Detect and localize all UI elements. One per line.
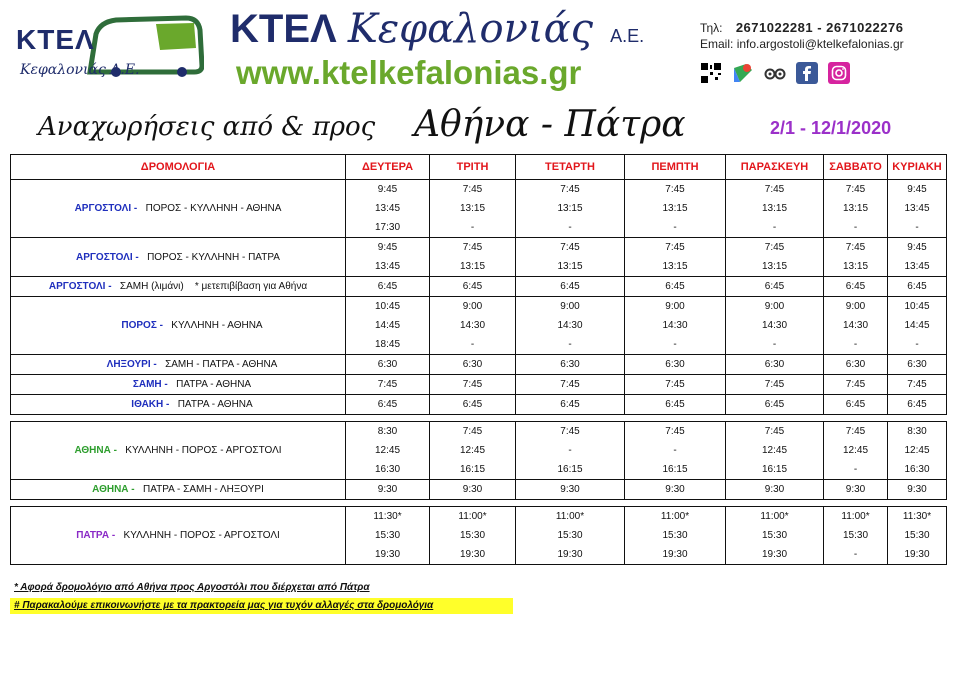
- departure-time: 13:15: [842, 261, 869, 272]
- time-cell: [625, 395, 726, 415]
- time-cell: [888, 480, 947, 500]
- departure-time: 15:30: [761, 530, 788, 541]
- day-header: ΠΕΜΠΤΗ: [625, 155, 726, 180]
- time-cell: [516, 507, 625, 565]
- route-origin: ΠΑΤΡΑ -: [76, 530, 116, 541]
- departure-time: 7:45: [907, 379, 927, 390]
- departure-time: 10:45: [374, 301, 401, 312]
- time-cell: [726, 395, 824, 415]
- route-origin: ΑΡΓΟΣΤΟΛΙ -: [48, 281, 112, 292]
- departure-time: 6:30: [377, 359, 398, 370]
- phone-label: Τηλ:: [700, 21, 723, 35]
- route-cell: [11, 355, 346, 375]
- logo-kefalonias-text: Κεφαλονιάς Α.Ε.: [20, 62, 140, 78]
- departure-time: 6:45: [560, 399, 580, 410]
- departure-time: 13:45: [374, 203, 401, 214]
- departure-time: -: [568, 445, 572, 456]
- time-cell: [726, 480, 824, 500]
- time-cell: [430, 480, 516, 500]
- departure-time: 6:45: [907, 399, 927, 410]
- time-cell: [726, 238, 824, 277]
- company-logo: [6, 6, 206, 92]
- departure-time: 15:30: [662, 530, 688, 541]
- departure-time: -: [470, 222, 475, 233]
- separator-cell: [11, 500, 947, 507]
- route-cell: [11, 375, 346, 395]
- route-stops: ΠΟΡΟΣ - ΚΥΛΛΗΝΗ - ΠΑΤΡΑ: [147, 251, 280, 263]
- time-cell: [824, 507, 888, 565]
- time-cell: [430, 297, 516, 355]
- departure-time: 14:45: [904, 320, 930, 331]
- time-cell: [346, 480, 430, 500]
- departure-time: 13:45: [904, 203, 930, 214]
- table-row: [11, 180, 947, 238]
- time-cell: [625, 507, 726, 565]
- date-range: 2/1 - 12/1/2020: [770, 118, 892, 138]
- departure-time: 11:00*: [458, 511, 487, 522]
- departure-time: 15:30: [374, 530, 401, 541]
- departure-time: -: [673, 445, 677, 456]
- departure-time: -: [568, 339, 572, 350]
- departure-time: 6:45: [560, 281, 580, 292]
- departure-time: 19:30: [904, 549, 930, 560]
- departure-time: 7:45: [665, 184, 685, 195]
- route-stops: ΚΥΛΛΗΝΗ - ΑΘΗΝΑ: [171, 320, 263, 331]
- departure-time: 6:45: [665, 399, 685, 410]
- table-row: [11, 375, 947, 395]
- route-stops: ΚΥΛΛΗΝΗ - ΠΟΡΟΣ - ΑΡΓΟΣΤΟΛΙ: [125, 445, 282, 456]
- route-stops: ΣΑΜΗ - ΠΑΤΡΑ - ΑΘΗΝΑ: [165, 359, 278, 370]
- route-stops: ΠΑΤΡΑ - ΑΘΗΝΑ: [176, 379, 252, 390]
- table-row: [11, 422, 947, 480]
- departure-time: 17:30: [374, 222, 401, 233]
- departure-time: 7:45: [462, 184, 483, 195]
- phone-line: [700, 20, 904, 36]
- route-cell: [11, 480, 346, 500]
- departure-time: 11:00*: [760, 511, 789, 522]
- departure-time: 6:45: [462, 281, 483, 292]
- departure-time: 12:45: [459, 445, 486, 456]
- time-cell: [726, 355, 824, 375]
- departure-time: 7:45: [560, 242, 580, 253]
- time-cell: [430, 375, 516, 395]
- time-cell: [888, 507, 947, 565]
- route-origin: ΑΘΗΝΑ -: [92, 484, 135, 495]
- route-cell: [11, 238, 346, 277]
- departure-time: 14:30: [459, 320, 486, 331]
- table-row: [11, 507, 947, 565]
- departure-time: 14:30: [761, 320, 788, 331]
- departure-time: 11:30*: [373, 511, 402, 522]
- time-cell: [430, 277, 516, 297]
- departure-time: 16:15: [761, 464, 788, 475]
- departure-time: -: [853, 222, 858, 233]
- time-cell: [888, 297, 947, 355]
- departure-time: 9:00: [560, 301, 580, 312]
- departure-time: -: [853, 464, 858, 475]
- day-header: ΠΑΡΑΣΚΕΥΗ: [726, 155, 824, 180]
- route-origin: ΑΡΓΟΣΤΟΛΙ -: [74, 203, 138, 214]
- company-title: [230, 6, 644, 52]
- departure-time: 6:30: [560, 359, 580, 370]
- time-cell: [824, 480, 888, 500]
- time-cell: [346, 180, 430, 238]
- time-cell: [516, 180, 625, 238]
- time-cell: [430, 238, 516, 277]
- departure-time: 12:45: [904, 445, 930, 456]
- departure-time: 9:30: [560, 484, 580, 495]
- route-stops: ΠΑΤΡΑ - ΑΘΗΝΑ: [177, 399, 253, 410]
- departure-time: 16:30: [904, 464, 930, 475]
- title-kefalonias: Κεφαλονιάς: [347, 6, 594, 52]
- departure-time: 13:45: [904, 261, 930, 272]
- route-origin: ΛΗΞΟΥΡΙ -: [106, 359, 157, 370]
- departure-time: -: [568, 222, 572, 233]
- departure-time: 16:30: [374, 464, 401, 475]
- time-cell: [346, 395, 430, 415]
- time-cell: [516, 422, 625, 480]
- departure-time: 9:45: [907, 184, 927, 195]
- departure-time: 9:00: [845, 301, 866, 312]
- departure-time: 7:45: [462, 379, 483, 390]
- facebook-icon[interactable]: [796, 62, 818, 84]
- route-cell: [11, 277, 346, 297]
- time-cell: [346, 375, 430, 395]
- departure-time: 12:45: [842, 445, 869, 456]
- time-cell: [346, 297, 430, 355]
- departure-time: 8:30: [907, 426, 927, 437]
- route-origin: ΙΘΑΚΗ -: [131, 399, 170, 410]
- departure-time: 6:45: [377, 399, 398, 410]
- time-cell: [516, 297, 625, 355]
- time-cell: [625, 422, 726, 480]
- email-line: [700, 36, 904, 52]
- departure-time: 15:30: [459, 530, 486, 541]
- departure-time: -: [772, 339, 777, 350]
- departure-time: 9:00: [462, 301, 483, 312]
- time-cell: [888, 277, 947, 297]
- departure-time: 10:45: [904, 301, 930, 312]
- time-cell: [888, 375, 947, 395]
- row-separator: [11, 415, 947, 422]
- time-cell: [726, 375, 824, 395]
- time-cell: [824, 395, 888, 415]
- time-cell: [726, 507, 824, 565]
- departure-time: 6:45: [845, 281, 866, 292]
- email-address[interactable]: info.argostoli@ktelkefalonias.gr: [736, 37, 904, 51]
- departure-time: 13:15: [842, 203, 869, 214]
- day-header: ΣΑΒΒΑΤΟ: [824, 155, 888, 180]
- time-cell: [430, 395, 516, 415]
- time-cell: [625, 297, 726, 355]
- departure-time: 7:45: [560, 426, 580, 437]
- departure-time: 14:30: [662, 320, 688, 331]
- phone-number: 2671022281 - 2671022276: [735, 20, 904, 35]
- contact-info: [700, 20, 904, 52]
- departure-time: 19:30: [761, 549, 788, 560]
- time-cell: [625, 238, 726, 277]
- departure-time: -: [673, 339, 677, 350]
- route-cell: [11, 422, 346, 480]
- departure-time: 19:30: [374, 549, 401, 560]
- departure-time: 13:15: [459, 203, 486, 214]
- time-cell: [430, 355, 516, 375]
- time-cell: [888, 355, 947, 375]
- departure-time: -: [915, 222, 919, 233]
- departure-time: 13:15: [761, 261, 788, 272]
- destination-heading: Αθήνα - Πάτρα: [414, 104, 686, 145]
- departure-time: 15:30: [557, 530, 583, 541]
- departure-time: 9:30: [377, 484, 398, 495]
- departure-time: 13:15: [761, 203, 788, 214]
- departure-time: 7:45: [462, 426, 483, 437]
- departure-time: 9:45: [377, 242, 398, 253]
- time-cell: [430, 507, 516, 565]
- time-cell: [625, 355, 726, 375]
- departure-time: 6:45: [377, 281, 398, 292]
- departure-time: 13:15: [557, 203, 583, 214]
- time-cell: [516, 375, 625, 395]
- email-label: Email:: [700, 37, 734, 51]
- time-cell: [888, 238, 947, 277]
- departure-time: 6:45: [764, 281, 785, 292]
- departure-time: 14:30: [842, 320, 869, 331]
- time-cell: [346, 422, 430, 480]
- day-header: ΚΥΡΙΑΚΗ: [888, 155, 947, 180]
- time-cell: [824, 375, 888, 395]
- departure-time: 14:45: [374, 320, 401, 331]
- table-row: [11, 277, 947, 297]
- departure-time: 13:45: [374, 261, 401, 272]
- time-cell: [625, 375, 726, 395]
- table-row: [11, 355, 947, 375]
- table-row: [11, 238, 947, 277]
- day-header: ΔΕΥΤΕΡΑ: [346, 155, 430, 180]
- departure-time: 9:30: [907, 484, 927, 495]
- route-note: * μετεπιβίβαση για Αθήνα: [194, 281, 308, 292]
- departure-time: 7:45: [665, 242, 685, 253]
- time-cell: [726, 277, 824, 297]
- departure-time: 7:45: [845, 379, 866, 390]
- departure-time: 6:45: [764, 399, 785, 410]
- route-stops: ΣΑΜΗ (λιμάνι): [119, 281, 184, 292]
- social-icons: [700, 62, 850, 84]
- departure-time: 7:45: [764, 184, 785, 195]
- departure-time: 19:30: [557, 549, 583, 560]
- departure-time: 6:45: [665, 281, 685, 292]
- route-stops: ΠΟΡΟΣ - ΚΥΛΛΗΝΗ - ΑΘΗΝΑ: [145, 203, 282, 214]
- route-origin: ΑΡΓΟΣΤΟΛΙ -: [76, 251, 139, 263]
- departure-time: 15:30: [904, 530, 930, 541]
- departure-time: 7:45: [665, 426, 685, 437]
- departure-time: -: [853, 549, 858, 560]
- time-cell: [824, 238, 888, 277]
- schedule-header-row: [11, 155, 947, 180]
- departure-time: -: [470, 339, 475, 350]
- time-cell: [516, 395, 625, 415]
- table-row: [11, 480, 947, 500]
- departure-time: 9:30: [665, 484, 685, 495]
- departure-time: 6:30: [665, 359, 685, 370]
- departure-time: 11:30*: [902, 511, 932, 522]
- departure-time: 15:30: [842, 530, 869, 541]
- footnote-hash: # Παρακαλούμε επικοινωνήστε με τα πρακτορεία μας για τυχόν αλλαγές στα δρομολόγια: [10, 598, 513, 614]
- departure-time: 9:45: [377, 184, 398, 195]
- time-cell: [726, 422, 824, 480]
- departure-time: 7:45: [764, 242, 785, 253]
- route-cell: [11, 507, 346, 565]
- time-cell: [625, 480, 726, 500]
- time-cell: [888, 395, 947, 415]
- table-row: [11, 297, 947, 355]
- routes-column-header: ΔΡΟΜΟΛΟΓΙΑ: [11, 155, 346, 180]
- departure-time: 16:15: [459, 464, 486, 475]
- footnote-star: * Αφορά δρομολόγιο από Αθήνα προς Αργοστόλι που διέρχεται από Πάτρα: [14, 582, 370, 593]
- departure-time: 12:45: [761, 445, 788, 456]
- time-cell: [726, 297, 824, 355]
- google-maps-icon[interactable]: [732, 62, 754, 84]
- departure-time: 7:45: [560, 379, 580, 390]
- departure-time: 12:45: [374, 445, 401, 456]
- time-cell: [824, 297, 888, 355]
- time-cell: [824, 180, 888, 238]
- schedule-table: [10, 154, 947, 565]
- departure-time: 7:45: [764, 379, 785, 390]
- time-cell: [824, 355, 888, 375]
- time-cell: [625, 277, 726, 297]
- departure-time: 7:45: [845, 242, 866, 253]
- departure-time: 7:45: [560, 184, 580, 195]
- departure-time: -: [853, 339, 858, 350]
- departure-time: 9:00: [764, 301, 785, 312]
- departure-time: 7:45: [377, 379, 398, 390]
- departure-time: 6:30: [764, 359, 785, 370]
- time-cell: [888, 180, 947, 238]
- schedule-body: [11, 180, 947, 565]
- departure-time: 7:45: [764, 426, 785, 437]
- departure-time: 13:15: [557, 261, 583, 272]
- time-cell: [346, 277, 430, 297]
- time-cell: [346, 238, 430, 277]
- departure-time: 6:45: [462, 399, 483, 410]
- departure-time: 16:15: [662, 464, 688, 475]
- title-ktel: ΚΤΕΛ: [230, 7, 337, 51]
- qr-code-icon[interactable]: [700, 62, 722, 84]
- departure-time: 19:30: [662, 549, 688, 560]
- departure-time: 9:30: [764, 484, 785, 495]
- departure-time: 13:15: [459, 261, 486, 272]
- departure-time: 6:30: [462, 359, 483, 370]
- day-header: ΤΕΤΑΡΤΗ: [516, 155, 625, 180]
- departure-time: 7:45: [665, 379, 685, 390]
- departure-time: 9:00: [665, 301, 685, 312]
- time-cell: [346, 507, 430, 565]
- route-cell: [11, 180, 346, 238]
- title-ae: Α.Ε.: [610, 26, 645, 46]
- departure-time: 13:15: [662, 203, 688, 214]
- departure-time: 16:15: [557, 464, 583, 475]
- departures-heading: Αναχωρήσεις από & προς: [38, 112, 376, 142]
- instagram-icon[interactable]: [828, 62, 850, 84]
- time-cell: [516, 238, 625, 277]
- logo-ktel-text: ΚΤΕΛ: [16, 24, 95, 55]
- time-cell: [824, 422, 888, 480]
- departure-time: 13:15: [662, 261, 688, 272]
- time-cell: [516, 480, 625, 500]
- route-origin: ΠΟΡΟΣ -: [121, 320, 163, 331]
- departure-time: 7:45: [845, 426, 866, 437]
- route-origin: ΣΑΜΗ -: [132, 379, 168, 390]
- departure-time: 11:00*: [555, 511, 585, 522]
- time-cell: [516, 277, 625, 297]
- time-cell: [430, 180, 516, 238]
- route-cell: [11, 297, 346, 355]
- departure-time: 9:30: [462, 484, 483, 495]
- time-cell: [888, 422, 947, 480]
- time-cell: [430, 422, 516, 480]
- departure-time: -: [673, 222, 677, 233]
- departure-time: 6:30: [907, 359, 927, 370]
- departure-time: 11:00*: [841, 511, 870, 522]
- time-cell: [824, 277, 888, 297]
- departure-time: 6:30: [845, 359, 866, 370]
- time-cell: [726, 180, 824, 238]
- separator-cell: [11, 415, 947, 422]
- departure-time: 7:45: [462, 242, 483, 253]
- time-cell: [625, 180, 726, 238]
- tripadvisor-icon[interactable]: [764, 62, 786, 84]
- time-cell: [346, 355, 430, 375]
- departure-time: 18:45: [374, 339, 401, 350]
- table-row: [11, 395, 947, 415]
- route-stops: ΠΑΤΡΑ - ΣΑΜΗ - ΛΗΞΟΥΡΙ: [142, 484, 264, 495]
- row-separator: [11, 500, 947, 507]
- day-header: ΤΡΙΤΗ: [430, 155, 516, 180]
- departure-time: 6:45: [907, 281, 927, 292]
- website-url[interactable]: www.ktelkefalonias.gr: [236, 54, 582, 91]
- departure-time: 6:45: [845, 399, 866, 410]
- departure-time: 14:30: [557, 320, 583, 331]
- route-origin: ΑΘΗΝΑ -: [74, 445, 117, 456]
- departure-time: 9:30: [845, 484, 866, 495]
- departure-time: -: [772, 222, 777, 233]
- departure-time: 19:30: [459, 549, 486, 560]
- departure-time: 7:45: [845, 184, 866, 195]
- departure-time: 8:30: [377, 426, 398, 437]
- route-cell: [11, 395, 346, 415]
- departure-time: -: [915, 339, 919, 350]
- route-stops: ΚΥΛΛΗΝΗ - ΠΟΡΟΣ - ΑΡΓΟΣΤΟΛΙ: [123, 530, 280, 541]
- departure-time: 11:00*: [660, 511, 690, 522]
- time-cell: [516, 355, 625, 375]
- departure-time: 9:45: [907, 242, 927, 253]
